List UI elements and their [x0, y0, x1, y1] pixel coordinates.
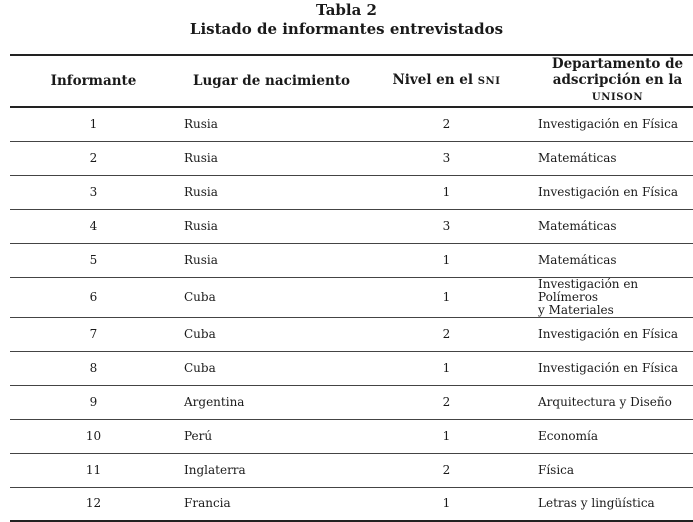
- informants-table: [10, 54, 693, 522]
- cell-informante: 4: [10, 209, 177, 243]
- cell-lugar: Rusia: [177, 175, 359, 209]
- header-informante: Informante: [10, 55, 177, 107]
- cell-nivel: 2: [359, 453, 534, 487]
- table-body: [10, 107, 693, 521]
- table-row: [10, 141, 693, 175]
- cell-informante: 12: [10, 487, 177, 521]
- table-row: [10, 107, 693, 141]
- table-title: Listado de informantes entrevistados: [189, 20, 504, 38]
- cell-informante: 7: [10, 317, 177, 351]
- header-row: [10, 55, 693, 107]
- cell-informante: 5: [10, 243, 177, 277]
- header-depto-line2: adscripción en la: [552, 72, 683, 88]
- table-row: [10, 351, 693, 385]
- header-departamento: [534, 55, 693, 107]
- cell-nivel: 2: [359, 317, 534, 351]
- table-row: [10, 487, 693, 521]
- cell-departamento: [534, 277, 693, 317]
- cell-departamento-line1: Investigación en Polímeros: [538, 276, 639, 304]
- cell-informante: 10: [10, 419, 177, 453]
- cell-departamento: Arquitectura y Diseño: [534, 385, 693, 419]
- cell-lugar: Argentina: [177, 385, 359, 419]
- cell-informante: 8: [10, 351, 177, 385]
- cell-nivel: 1: [359, 419, 534, 453]
- cell-lugar: Rusia: [177, 243, 359, 277]
- cell-nivel: 3: [359, 209, 534, 243]
- cell-nivel: 2: [359, 385, 534, 419]
- table-header: [10, 55, 693, 107]
- cell-nivel: 2: [359, 107, 534, 141]
- table-row: [10, 317, 693, 351]
- cell-departamento: Matemáticas: [534, 209, 693, 243]
- cell-lugar: Francia: [177, 487, 359, 521]
- table-row: [10, 209, 693, 243]
- table-number: Tabla 2: [315, 1, 377, 19]
- header-nivel-text: Nivel en el: [392, 72, 478, 88]
- cell-nivel: 1: [359, 243, 534, 277]
- cell-departamento: Economía: [534, 419, 693, 453]
- table-row: [10, 453, 693, 487]
- header-nivel-abbr: SNI: [477, 76, 501, 87]
- header-lugar: Lugar de nacimiento: [177, 55, 359, 107]
- cell-informante: 3: [10, 175, 177, 209]
- table-row: [10, 277, 693, 317]
- table-row: [10, 175, 693, 209]
- cell-departamento: Investigación en Física: [534, 175, 693, 209]
- cell-departamento-line2: y Materiales: [538, 302, 614, 317]
- cell-nivel: 1: [359, 277, 534, 317]
- cell-informante: 9: [10, 385, 177, 419]
- table-row: [10, 419, 693, 453]
- cell-informante: 2: [10, 141, 177, 175]
- cell-lugar: Cuba: [177, 351, 359, 385]
- cell-departamento: Letras y lingüística: [534, 487, 693, 521]
- cell-informante: 11: [10, 453, 177, 487]
- cell-informante: 6: [10, 277, 177, 317]
- cell-departamento: Matemáticas: [534, 141, 693, 175]
- table-row: [10, 385, 693, 419]
- header-depto-line1: Departamento de: [551, 56, 684, 72]
- cell-nivel: 3: [359, 141, 534, 175]
- cell-departamento: Matemáticas: [534, 243, 693, 277]
- cell-nivel: 1: [359, 351, 534, 385]
- cell-informante: 1: [10, 107, 177, 141]
- header-nivel: [359, 55, 534, 107]
- cell-lugar: Inglaterra: [177, 453, 359, 487]
- table-row: [10, 243, 693, 277]
- cell-departamento: Investigación en Física: [534, 317, 693, 351]
- cell-lugar: Perú: [177, 419, 359, 453]
- cell-lugar: Rusia: [177, 209, 359, 243]
- cell-lugar: Cuba: [177, 317, 359, 351]
- header-depto-abbr: UNISON: [591, 92, 644, 103]
- cell-departamento: Investigación en Física: [534, 107, 693, 141]
- cell-departamento: Investigación en Física: [534, 351, 693, 385]
- cell-lugar: Rusia: [177, 107, 359, 141]
- cell-departamento: Física: [534, 453, 693, 487]
- cell-lugar: Cuba: [177, 277, 359, 317]
- cell-nivel: 1: [359, 175, 534, 209]
- cell-lugar: Rusia: [177, 141, 359, 175]
- cell-nivel: 1: [359, 487, 534, 521]
